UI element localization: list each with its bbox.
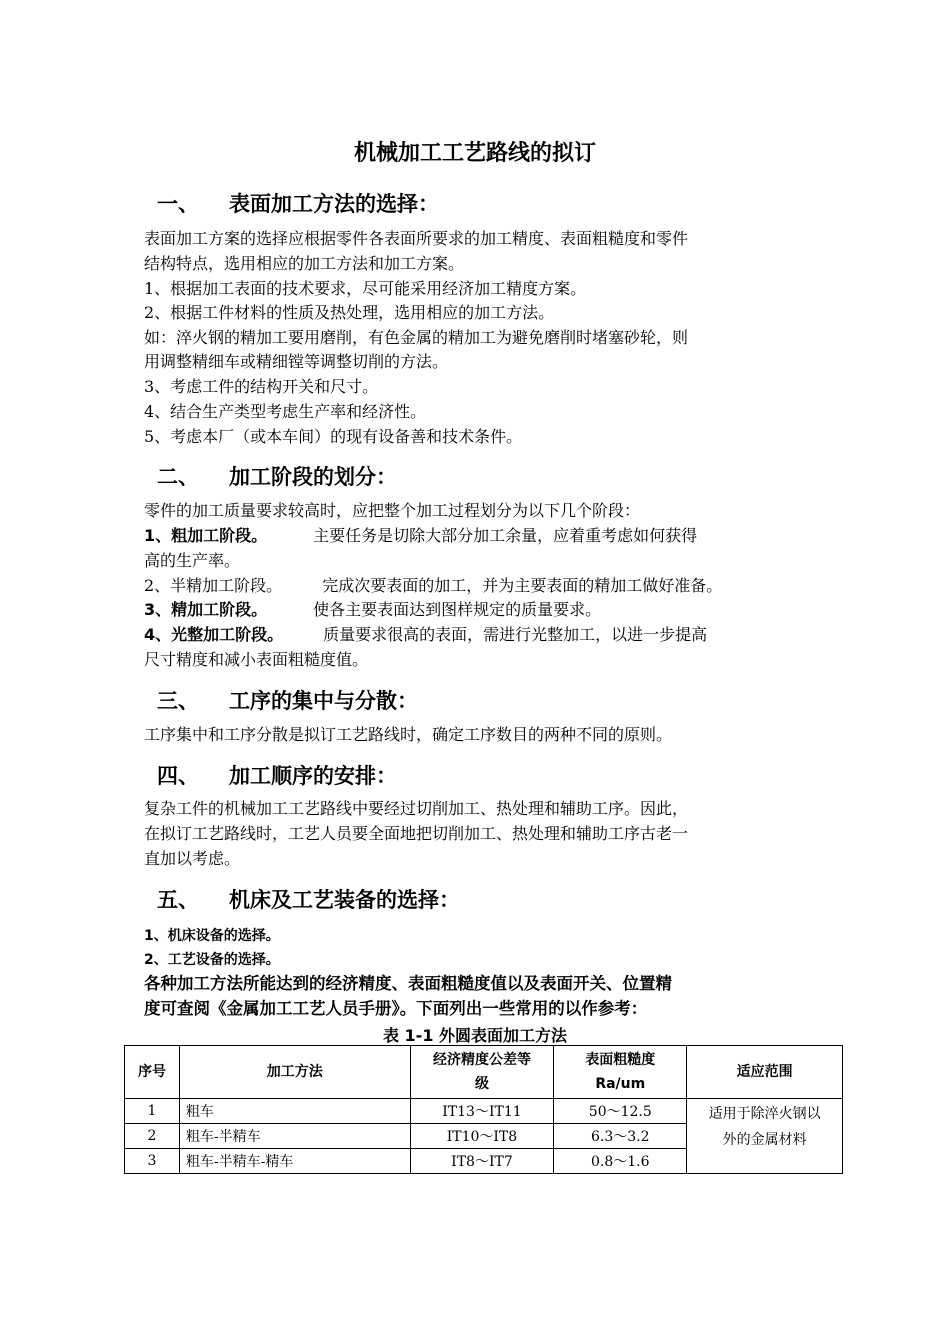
header-roughness-line: Ra/um [595, 1076, 646, 1092]
section-number: 二、 [157, 465, 199, 489]
section-title: 表面加工方法的选择： [229, 192, 439, 216]
stage-description: 主要任务是切除大部分加工余量，应着重考虑如何获得 [313, 526, 698, 545]
cell-roughness: 6.3～3.2 [554, 1124, 687, 1149]
header-precision-line: 经济精度公差等 [432, 1052, 531, 1068]
paragraph-line: 结构特点，选用相应的加工方法和加工方案。 [144, 254, 465, 273]
paragraph-line: 表面加工方案的选择应根据零件各表面所要求的加工精度、表面粗糙度和零件 [144, 229, 689, 248]
header-roughness-line: 表面粗糙度 [585, 1052, 656, 1068]
machining-methods-table [124, 1045, 843, 1174]
section-heading-1 [157, 188, 439, 218]
range-line: 外的金属材料 [722, 1132, 807, 1148]
paragraph-line: 零件的加工质量要求较高时，应把整个加工过程划分为以下几个阶段： [144, 501, 641, 520]
section-number: 一、 [157, 192, 199, 216]
section-title: 工序的集中与分散： [229, 689, 418, 713]
stage-line [144, 524, 697, 548]
paragraph-line: 5、考虑本厂（或本车间）的现有设备善和技术条件。 [144, 427, 523, 446]
stage-description: 完成次要表面的加工，并为主要表面的精加工做好准备。 [322, 576, 723, 595]
stage-line [144, 598, 601, 622]
section-heading-2 [157, 461, 397, 491]
cell-index: 1 [125, 1099, 180, 1124]
paragraph-line: 高的生产率。 [144, 551, 241, 570]
stage-label: 2、半精加工阶段。 [144, 576, 283, 595]
header-roughness [554, 1046, 687, 1099]
cell-method: 粗车-半精车 [179, 1124, 410, 1149]
section-title: 加工顺序的安排： [229, 764, 397, 788]
cell-precision: IT13～IT11 [410, 1099, 554, 1124]
paragraph-line: 1、根据加工表面的技术要求，尽可能采用经济加工精度方案。 [144, 279, 587, 298]
stage-line [144, 623, 707, 647]
cell-range [687, 1099, 843, 1174]
stage-line [144, 574, 722, 598]
table-caption: 表 1-1 外圆表面加工方法 [382, 1026, 568, 1045]
cell-precision: IT10～IT8 [410, 1124, 554, 1149]
page-title: 机械加工工艺路线的拟订 [353, 141, 596, 166]
section-heading-5 [157, 884, 460, 914]
paragraph-line: 用调整精细车或精细镗等调整切削的方法。 [144, 352, 449, 371]
paragraph-line: 4、结合生产类型考虑生产率和经济性。 [144, 402, 427, 421]
section-title: 加工阶段的划分： [229, 465, 397, 489]
section-number: 四、 [157, 764, 199, 788]
paragraph-line: 直加以考虑。 [144, 849, 241, 868]
header-index: 序号 [125, 1046, 180, 1099]
section-number: 五、 [157, 888, 199, 912]
paragraph-line: 复杂工件的机械加工工艺路线中要经过切削加工、热处理和辅助工序。因此， [144, 799, 689, 818]
cell-roughness: 50～12.5 [554, 1099, 687, 1124]
stage-description: 质量要求很高的表面，需进行光整加工，以进一步提高 [323, 625, 708, 644]
paragraph-line: 度可查阅《金属加工工艺人员手册》。下面列出一些常用的以作参考： [144, 999, 648, 1018]
header-method: 加工方法 [179, 1046, 410, 1099]
cell-method: 粗车-半精车-精车 [179, 1149, 410, 1174]
header-precision [410, 1046, 554, 1099]
stage-label: 4、光整加工阶段。 [144, 625, 284, 644]
stage-description: 使各主要表面达到图样规定的质量要求。 [313, 600, 602, 619]
range-line: 适用于除淬火钢以 [708, 1106, 821, 1122]
cell-precision: IT8～IT7 [410, 1149, 554, 1174]
paragraph-line: 在拟订工艺路线时，工艺人员要全面地把切削加工、热处理和辅助工序古老一 [144, 824, 689, 843]
section-heading-3 [157, 685, 418, 715]
section-number: 三、 [157, 689, 199, 713]
cell-method: 粗车 [179, 1099, 410, 1124]
header-precision-line: 级 [474, 1076, 489, 1092]
paragraph-line: 如：淬火钢的精加工要用磨削，有色金属的精加工为避免磨削时堵塞砂轮，则 [144, 328, 689, 347]
paragraph-line: 工序集中和工序分散是拟订工艺路线时，确定工序数目的两种不同的原则。 [144, 725, 673, 744]
list-item: 2、工艺设备的选择。 [144, 952, 280, 968]
table-header-row [125, 1046, 843, 1099]
stage-label: 1、粗加工阶段。 [144, 526, 268, 545]
header-range: 适应范围 [687, 1046, 843, 1099]
table-row [125, 1099, 843, 1124]
list-item: 1、机床设备的选择。 [144, 928, 280, 944]
cell-index: 3 [125, 1149, 180, 1174]
cell-roughness: 0.8～1.6 [554, 1149, 687, 1174]
paragraph-line: 2、根据工件材料的性质及热处理，选用相应的加工方法。 [144, 303, 555, 322]
section-heading-4 [157, 760, 397, 790]
paragraph-line: 尺寸精度和减小表面粗糙度值。 [144, 650, 369, 669]
cell-index: 2 [125, 1124, 180, 1149]
stage-label: 3、精加工阶段。 [144, 600, 268, 619]
section-title: 机床及工艺装备的选择： [229, 888, 460, 912]
paragraph-line: 各种加工方法所能达到的经济精度、表面粗糙度值以及表面开关、位置精 [144, 974, 672, 993]
paragraph-line: 3、考虑工件的结构开关和尺寸。 [144, 377, 379, 396]
